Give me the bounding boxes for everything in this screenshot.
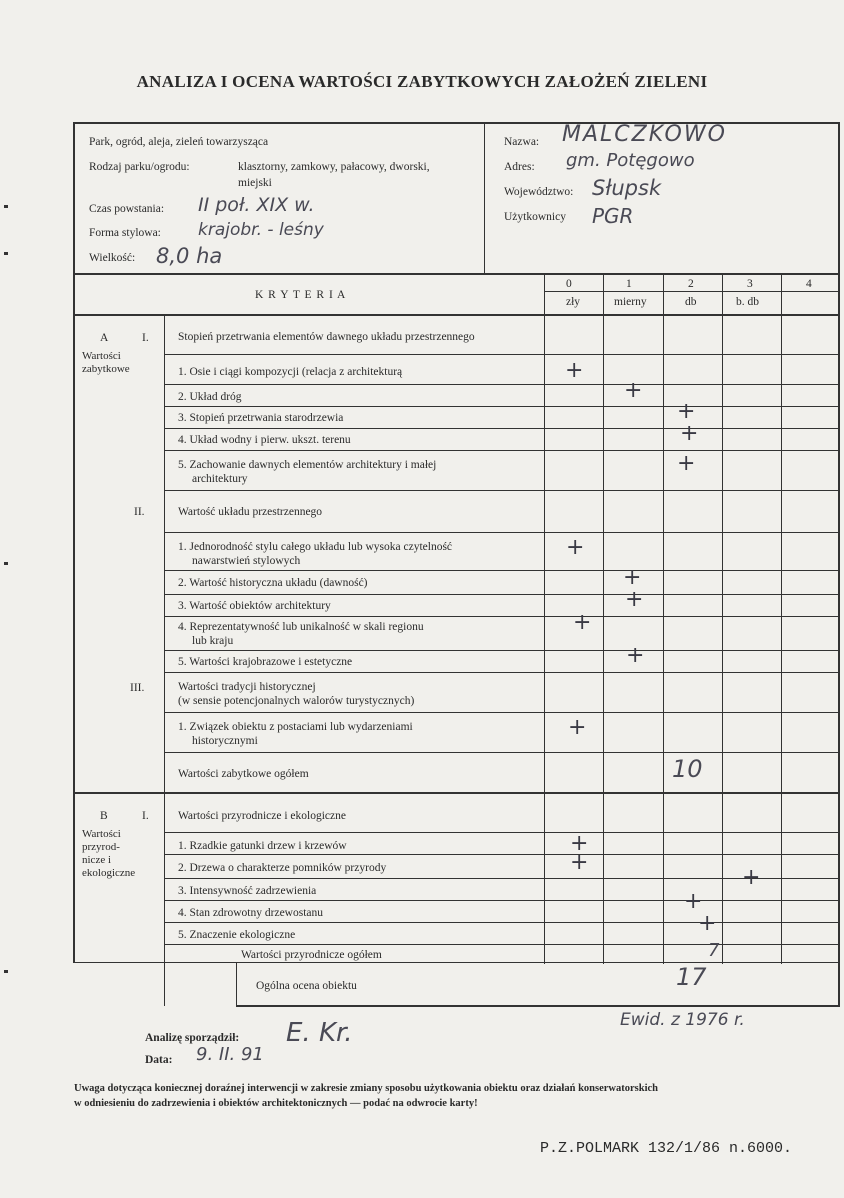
mark-b-4: + — [684, 889, 703, 914]
group-a3-heading-cont: (w sensie potencjonalnych walorów turystycznych) — [178, 695, 415, 707]
czas-value: II poł. XIX w. — [198, 194, 315, 216]
criterion-row: 2. Układ dróg — [178, 391, 242, 403]
group-a2-heading: Wartość układu przestrzennego — [178, 506, 323, 518]
criterion-row: 3. Stopień przetrwania starodrzewia — [178, 412, 344, 424]
overall-label: Ogólna ocena obiektu — [256, 980, 357, 992]
print-code: P.Z.POLMARK 132/1/86 n.6000. — [540, 1140, 793, 1157]
wojewodztwo-label: Województwo: — [504, 186, 574, 198]
data-value: 9. II. 91 — [196, 1044, 264, 1065]
data-label: Data: — [145, 1054, 173, 1066]
section-a-name-cont: zabytkowe — [82, 363, 130, 375]
section-b-letter: B — [100, 810, 108, 822]
margin-dot — [4, 970, 8, 973]
mark-a-1-3: + — [677, 399, 696, 424]
nazwa-value: MALCZKOWO — [562, 122, 727, 147]
margin-dot — [4, 205, 8, 208]
criterion-row: 1. Osie i ciągi kompozycji (relacja z architekturą — [178, 366, 403, 378]
section-b-name-cont: przyrod- — [82, 841, 120, 853]
forma-label: Forma stylowa: — [89, 227, 161, 239]
rodzaj-options: klasztorny, zamkowy, pałacowy, dworski, — [238, 161, 430, 173]
criterion-row: 5. Wartości krajobrazowe i estetyczne — [178, 656, 353, 668]
criterion-row-cont: historycznymi — [192, 735, 258, 747]
wielkosc-label: Wielkość: — [89, 252, 136, 264]
mark-a-1-1: + — [565, 358, 584, 383]
margin-dot — [4, 252, 8, 255]
criterion-row: 1. Jednorodność stylu całego układu lub wysoka czytelność — [178, 541, 453, 553]
criterion-row: 5. Znaczenie ekologiczne — [178, 929, 296, 941]
group-a1-heading: Stopień przetrwania elementów dawnego układu przestrzennego — [178, 331, 475, 343]
section-a-letter: A — [100, 332, 109, 344]
scale-num-3: 3 — [747, 278, 753, 290]
adres-value: gm. Potęgowo — [566, 150, 695, 171]
margin-dot — [4, 562, 8, 565]
criterion-row: 4. Reprezentatywność lub unikalność w skali regionu — [178, 621, 424, 633]
criterion-row: 3. Intensywność zadrzewienia — [178, 885, 317, 897]
section-b-roman-1: I. — [142, 810, 149, 822]
mark-a-2-5: + — [626, 643, 645, 668]
mark-b-5: + — [698, 911, 717, 936]
criterion-row: 4. Układ wodny i pierw. ukszt. terenu — [178, 434, 351, 446]
forma-value: krajobr. - leśny — [198, 220, 324, 240]
mark-b-2: + — [570, 850, 589, 875]
form-title: ANALIZA I OCENA WARTOŚCI ZABYTKOWYCH ZAŁOŻEŃ ZIELENI — [136, 72, 708, 91]
total-a-label: Wartości zabytkowe ogółem — [178, 768, 309, 780]
uwaga-note: Uwaga dotycząca koniecznej doraźnej interwencji w zakresie zmiany sposobu użytkowania obiektu oraz działań konserwatorskich — [74, 1083, 658, 1094]
adres-label: Adres: — [504, 161, 535, 173]
wojewodztwo-value: Słupsk — [592, 176, 662, 200]
criterion-row: 4. Stan zdrowotny drzewostanu — [178, 907, 323, 919]
analiza-label: Analizę sporządził: — [145, 1032, 240, 1044]
mark-b-1: + — [570, 831, 589, 856]
scale-num-4: 4 — [806, 278, 812, 290]
wielkosc-value: 8,0 ha — [156, 244, 223, 268]
uwaga-note-cont: w odniesieniu do zadrzewienia i obiektów architektonicznych — podać na odwrocie karty! — [74, 1098, 478, 1109]
mark-b-3: + — [742, 865, 761, 890]
mark-a-2-2: + — [623, 565, 642, 590]
scale-word-2: db — [685, 296, 697, 308]
criterion-row: 2. Wartość historyczna układu (dawność) — [178, 577, 368, 589]
uzytkownicy-label: Użytkownicy — [504, 211, 566, 223]
overall-value: 17 — [676, 963, 707, 991]
scale-num-2: 2 — [688, 278, 694, 290]
section-a-roman-2: II. — [134, 506, 145, 518]
rodzaj-label: Rodzaj parku/ogrodu: — [89, 161, 190, 173]
section-b-name-cont: ekologiczne — [82, 867, 136, 879]
mark-a-1-4: + — [680, 421, 699, 446]
criterion-row-cont: lub kraju — [192, 635, 234, 647]
total-a-value: 10 — [672, 755, 703, 783]
criterion-row: 2. Drzewa o charakterze pomników przyrody — [178, 862, 387, 874]
criterion-row-cont: nawarstwień stylowych — [192, 555, 301, 567]
criterion-row: 3. Wartość obiektów architektury — [178, 600, 331, 612]
signature: E. Kr. — [286, 1018, 353, 1048]
mark-a-2-1: + — [566, 535, 585, 560]
scale-num-1: 1 — [626, 278, 632, 290]
section-b-name-cont: nicze i — [82, 854, 112, 866]
evidence-note: Ewid. z 1976 r. — [620, 1010, 745, 1030]
scale-word-0: zły — [566, 296, 581, 308]
rodzaj-options-cont: miejski — [238, 177, 272, 189]
criterion-row: 1. Związek obiektu z postaciami lub wydarzeniami — [178, 721, 413, 733]
total-b-value: 7 — [708, 940, 720, 961]
section-b-name: Wartości — [82, 828, 121, 840]
nazwa-label: Nazwa: — [504, 136, 540, 148]
total-b-label: Wartości przyrodnicze ogółem — [241, 949, 382, 961]
mark-a-1-5: + — [677, 451, 696, 476]
object-type-line: Park, ogród, aleja, zieleń towarzysząca — [89, 136, 269, 148]
section-a-roman-3: III. — [130, 682, 145, 694]
section-a-name: Wartości — [82, 350, 121, 362]
uzytkownicy-value: PGR — [592, 204, 634, 228]
kryteria-heading: K R Y T E R I A — [255, 289, 347, 301]
mark-a-2-3: + — [625, 587, 644, 612]
group-a3-heading: Wartości tradycji historycznej — [178, 681, 316, 693]
mark-a-1-2: + — [624, 378, 643, 403]
scale-word-3: b. db — [736, 296, 759, 308]
czas-label: Czas powstania: — [89, 203, 165, 215]
criterion-row-cont: architektury — [192, 473, 248, 485]
scale-num-0: 0 — [566, 278, 572, 290]
criterion-row: 5. Zachowanie dawnych elementów architektury i małej — [178, 459, 437, 471]
scale-word-1: mierny — [614, 296, 647, 308]
section-a-roman-1: I. — [142, 332, 149, 344]
mark-a-3-1: + — [568, 715, 587, 740]
group-b1-heading: Wartości przyrodnicze i ekologiczne — [178, 810, 346, 822]
mark-a-2-4: + — [573, 610, 592, 635]
criterion-row: 1. Rzadkie gatunki drzew i krzewów — [178, 840, 347, 852]
